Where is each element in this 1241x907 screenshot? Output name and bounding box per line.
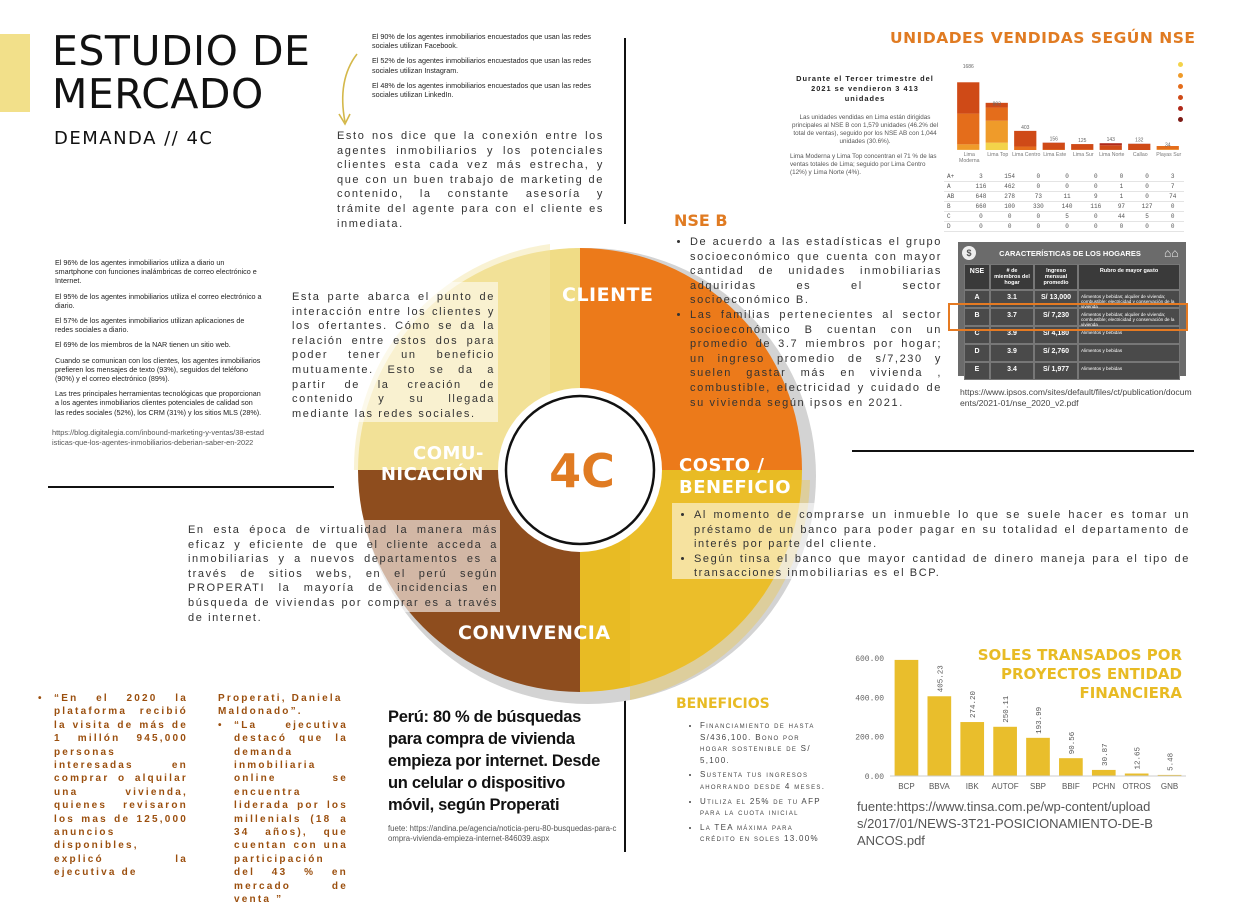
nse-bar-segment: [957, 114, 979, 145]
stat-nar-website: El 69% de los miembros de la NAR tienen un sitio web.: [55, 340, 263, 349]
category-label: GNB: [1161, 782, 1178, 791]
nse-table-cell: 0: [1081, 222, 1110, 232]
beneficio-item: • Financiamiento de hasta S/436,100. Bono por hogar sostenible de S/ 5,100.: [700, 720, 828, 766]
nse-table-cell: 0: [1133, 172, 1162, 182]
nse-table-cell: 0: [1133, 192, 1162, 202]
costo-item: • Al momento de comprarse un inmueble lo que se suele hacer es tomar un préstamo de un banco para poder pagar en su totalidad el departamento de interés por parte del cliente.: [694, 508, 1190, 552]
nse-table-cell: 648: [967, 192, 996, 202]
nse-table-cell: 5: [1053, 212, 1082, 222]
bar: [927, 696, 951, 776]
stat-communication: Cuando se comunican con los clientes, los agentes inmobiliarios prefieren los mensajes de texto (93%), seguidos del teléfono (90%) y el correo electrónico (89%).: [55, 356, 263, 384]
divider-left: [48, 486, 334, 488]
zone-label: Lima Top: [984, 152, 1013, 164]
nse-table-cell: 0: [995, 212, 1024, 222]
bar: [1092, 770, 1116, 776]
hogares-col: Rubro de mayor gasto: [1078, 264, 1180, 290]
hogares-head-row: [964, 264, 1180, 290]
zone-label: Lima Sur: [1069, 152, 1098, 164]
nse-zone-labels: [955, 152, 1183, 164]
nse-body2: Lima Moderna y Lima Top concentran el 71 % de las ventas totales de Lima; seguido por Lima Centro (12%) y Lima Norte (4%).: [790, 153, 940, 177]
nse-table-row: [944, 222, 1184, 232]
bar-value-label: 405.23: [937, 665, 945, 693]
hogares-source: https://www.ipsos.com/sites/default/files/ct/publication/documents/2021-01/nse_2020_v2.pdf: [960, 387, 1192, 409]
nse-total-label: 893: [993, 102, 1002, 108]
nse-table-cell: 9: [1081, 192, 1110, 202]
category-label: IBK: [966, 782, 980, 791]
stat-email: El 95% de los agentes inmobiliarios utiliza el correo electrónico a diario.: [55, 292, 263, 310]
beneficio-item: • La TEA máxima para crédito en soles 13.00%: [700, 822, 828, 845]
hogares-cell: A: [964, 290, 990, 308]
nse-table-cell: 0: [1133, 182, 1162, 192]
hogares-cell: S/ 7,230: [1034, 308, 1078, 326]
bar-value-label: 250.11: [1003, 695, 1011, 723]
nse-table-row: [944, 202, 1184, 212]
nse-table-cell: 0: [1053, 182, 1082, 192]
money-icon: $: [962, 246, 976, 260]
nse-table-cell: 154: [995, 172, 1024, 182]
nse-legend: [1178, 62, 1186, 122]
nse-table-cell: 0: [1053, 172, 1082, 182]
bar-value-label: 30.87: [1102, 743, 1110, 766]
nse-bar-segment: [1100, 145, 1122, 150]
page-subtitle: DEMANDA // 4C: [54, 128, 214, 149]
center-label: 4C: [522, 444, 642, 498]
peru-source: fuete: https://andina.pe/agencia/noticia-peru-80-busquedas-para-compra-vivienda-empieza-internet-846039.aspx: [388, 824, 620, 844]
hogares-cell: S/ 4,180: [1034, 326, 1078, 344]
nse-table-row: [944, 182, 1184, 192]
nse-table-cell: AB: [944, 192, 967, 202]
quote-col-1: [38, 692, 188, 880]
nse-bar-segment: [1014, 147, 1036, 150]
beneficio-item: • Utiliza el 25% de tu AFP para la cuota inicial: [700, 796, 828, 819]
nse-table-cell: A+: [944, 172, 967, 182]
accent-bar: [0, 34, 30, 112]
hogares-cell: B: [964, 308, 990, 326]
legend-dot-b: [1178, 95, 1183, 100]
legend-dot-aplus: [1178, 62, 1183, 67]
costo-item: • Según tinsa el banco que mayor cantidad de dinero maneja para el tipo de transacciones inmobiliarias es el BCP.: [694, 552, 1190, 581]
left-stats-source: https://blog.digitalegia.com/inbound-marketing-y-ventas/38-estadisticas-que-los-agentes-inmobiliarios-deberian-saber-en-2022: [52, 428, 264, 448]
beneficios-heading: BENEFICIOS: [676, 696, 770, 712]
legend-dot-d: [1178, 117, 1183, 122]
zone-label: Playas Sur: [1155, 152, 1184, 164]
nse-table-cell: 3: [967, 172, 996, 182]
nse-table-cell: 74: [1161, 192, 1184, 202]
y-tick-label: 200.00: [855, 734, 884, 743]
hogares-cell: C: [964, 326, 990, 344]
nse-table-cell: C: [944, 212, 967, 222]
beneficios-list: [686, 720, 828, 845]
costo-list: [680, 508, 1190, 581]
bar-value-label: 12.65: [1135, 747, 1143, 770]
stat-smartphone: El 96% de los agentes inmobiliarios utiliza a diario un smartphone con funciones inalámbricas de correo electrónico e Internet.: [55, 258, 263, 286]
nse-b-item: • De acuerdo a las estadísticas el grupo socioeconómico que cuenta con mayor cantidad de unidades inmobiliarias adquiridas es el sector socioeconómico B.: [690, 235, 942, 308]
hogares-col: # de miembros del hogar: [990, 264, 1034, 290]
hogares-cell: 3.9: [990, 326, 1034, 344]
nse-table-cell: 0: [995, 222, 1024, 232]
hogares-cell: Alimentos y bebidas: [1078, 362, 1180, 380]
nse-table-cell: 97: [1110, 202, 1133, 212]
nse-table-cell: 462: [995, 182, 1024, 192]
highlight-nse-b: [948, 303, 1188, 331]
nse-b-list: [676, 235, 942, 410]
curved-arrow-icon: [333, 50, 363, 130]
nse-chart-title: UNIDADES VENDIDAS SEGÚN NSE: [890, 29, 1195, 47]
zone-label: Lima Norte: [1098, 152, 1127, 164]
nse-table-cell: 127: [1133, 202, 1162, 212]
quote-col-2: [218, 692, 348, 907]
conexion-text: Esto nos dice que la conexión entre los agentes inmobiliarios y los potenciales clientes esta cada vez más estrecha, y que con un buen trabajo de marketing de contenido, la constante asesoría y trámite del agente para con el cliente es inmediata.: [337, 129, 604, 231]
legend-dot-c: [1178, 106, 1183, 111]
hogares-row: [964, 344, 1180, 362]
hogares-cell: 3.9: [990, 344, 1034, 362]
bar-value-label: 193.99: [1036, 707, 1044, 734]
hogares-cell: E: [964, 362, 990, 380]
nse-total-label: 403: [1021, 125, 1030, 131]
category-label: BBIF: [1062, 782, 1080, 791]
nse-table-cell: A: [944, 182, 967, 192]
hogares-header: [958, 242, 1186, 264]
nse-bar-segment: [1071, 144, 1093, 150]
nse-table-cell: 7: [1161, 182, 1184, 192]
nse-body1: Las unidades vendidas en Lima están dirigidas principales al NSE B con 1,579 unidades (46.2% del total de ventas), seguido por los NSE AB con 1,044 unidades (30.6%).: [790, 114, 940, 146]
nse-bar-segment: [986, 143, 1008, 150]
label-convivencia: CONVIVENCIA: [458, 622, 611, 644]
hogares-cell: Alimentos y bebidas: [1078, 344, 1180, 362]
stat-tools: Las tres principales herramientas tecnológicas que proporcionan a los agentes inmobiliarios clientes potenciales de calidad son las redes sociales (52%), los CRM (31%) y los sitios MLS (28%).: [55, 389, 263, 417]
divider-bottom: [624, 690, 626, 852]
category-label: PCHN: [1092, 782, 1115, 791]
nse-table-cell: 0: [1024, 222, 1053, 232]
nse-bar-segment: [1043, 143, 1065, 150]
stat-facebook: El 90% de los agentes inmobiliarios encuestados que usan las redes sociales utilizan Facebook.: [372, 32, 612, 50]
quote-part-c: “La ejecutiva destacó que la demanda inmobiliaria online se encuentra liderada por los millenials (18 a 34 años), que cuentan con una participación del 43 % en mercado de venta ”: [234, 719, 348, 907]
nse-table-cell: 0: [1110, 172, 1133, 182]
hogares-cell: Alimentos y bebidas; alquiler de vivienda; combustible; electricidad y conservación de la vivienda: [1078, 308, 1180, 326]
nse-table-cell: 0: [1081, 212, 1110, 222]
bar: [1026, 738, 1050, 776]
nse-bar-segment: [1043, 149, 1065, 150]
quote-item-2: [218, 719, 348, 907]
stat-instagram: El 52% de los agentes inmobiliarios encuestados que usan las redes sociales utilizan Instagram.: [372, 56, 612, 74]
hogares-cell: 3.1: [990, 290, 1034, 308]
nse-table-cell: 278: [995, 192, 1024, 202]
zone-label: Lima Centro: [1012, 152, 1041, 164]
label-costo-beneficio: COSTO / BENEFICIO: [679, 455, 791, 499]
nse-table-cell: 0: [1081, 172, 1110, 182]
bar: [993, 727, 1017, 776]
nse-table-cell: 73: [1024, 192, 1053, 202]
nse-table-cell: 0: [1081, 182, 1110, 192]
convivencia-text: En esta época de virtualidad la manera más eficaz y eficiente de que el cliente acceda a inmobiliarias y a nuevos departamentos es a través de sitios webs, en el perú según PROPERATI la mayoría de incidencias en búsqueda de viviendas por comprar es a través de internet.: [188, 523, 498, 625]
hogares-cell: D: [964, 344, 990, 362]
nse-bar-segment: [957, 82, 979, 113]
nse-bar-segment: [1014, 131, 1036, 147]
nse-table-cell: 100: [995, 202, 1024, 212]
zone-label: Lima Este: [1041, 152, 1070, 164]
nse-table-row: [944, 192, 1184, 202]
bar-value-label: 274.20: [970, 691, 978, 719]
nse-table-cell: 0: [1024, 212, 1053, 222]
category-label: AUTOF: [992, 782, 1019, 791]
y-tick-label: 600.00: [855, 655, 884, 664]
nse-table-cell: 660: [967, 202, 996, 212]
hogares-col: NSE: [964, 264, 990, 290]
page-title: ESTUDIO DE MERCADO: [52, 30, 310, 116]
divider-top: [624, 38, 626, 224]
nse-table-cell: B: [944, 202, 967, 212]
category-label: OTROS: [1122, 782, 1150, 791]
nse-table-cell: 0: [967, 212, 996, 222]
hogares-row: [964, 362, 1180, 380]
soles-chart-source: fuente:https://www.tinsa.com.pe/wp-content/uploads/2017/01/NEWS-3T21-POSICIONAMIENTO-DE-BANCOS.pdf: [857, 798, 1157, 849]
category-label: SBP: [1030, 782, 1046, 791]
hogares-cell: S/ 13,000: [1034, 290, 1078, 308]
nse-total-label: 143: [1107, 137, 1116, 143]
nse-table-cell: 0: [967, 222, 996, 232]
nse-table-cell: 44: [1110, 212, 1133, 222]
category-label: BCP: [898, 782, 914, 791]
quote-part-a: “En el 2020 la plataforma recibió la visita de más de 1 millón 945,000 personas interesadas en comprar o alquilar una vivienda, quienes revisaron los mas de 125,000 anuncios disponibles, explicó la ejecutiva de: [54, 692, 188, 880]
nse-total-label: 132: [1135, 138, 1144, 144]
hogares-title: CARACTERÍSTICAS DE LOS HOGARES: [976, 249, 1164, 258]
label-comunicacion: COMU- NICACIÓN: [378, 443, 484, 485]
hogares-col: Ingreso mensual promedio: [1034, 264, 1078, 290]
y-tick-label: 0.00: [865, 773, 884, 782]
top-stats: [372, 32, 612, 105]
soles-chart-title: SOLES TRANSADOS POR PROYECTOS ENTIDAD FINANCIERA: [958, 646, 1182, 703]
nse-table-cell: 0: [1133, 222, 1162, 232]
nse-bar-segment: [986, 108, 1008, 121]
hogares-cell: 3.4: [990, 362, 1034, 380]
hogares-cell: S/ 2,760: [1034, 344, 1078, 362]
hogares-cell: Alimentos y bebidas: [1078, 326, 1180, 344]
nse-b-heading: NSE B: [674, 211, 728, 230]
properati-quote: [38, 692, 348, 852]
nse-table-cell: 116: [1081, 202, 1110, 212]
hogares-cell: 3.7: [990, 308, 1034, 326]
nse-table-cell: 3: [1161, 172, 1184, 182]
nse-table-row: [944, 212, 1184, 222]
nse-bar-segment: [1100, 143, 1122, 145]
nse-bar-segment: [1128, 144, 1150, 150]
nse-table-cell: 0: [1161, 202, 1184, 212]
nse-table-cell: 0: [1024, 182, 1053, 192]
nse-table-cell: 0: [1024, 172, 1053, 182]
hogares-cell: S/ 1,977: [1034, 362, 1078, 380]
nse-table-cell: 11: [1053, 192, 1082, 202]
divider-right: [852, 450, 1194, 452]
nse-total-label: 156: [1050, 137, 1059, 143]
nse-bar-segment: [957, 144, 979, 150]
nse-total-label: 34: [1165, 142, 1171, 148]
left-stats: [55, 258, 263, 423]
beneficio-item: • Sustenta tus ingresos ahorrando desde 4 meses.: [700, 769, 828, 792]
nse-table-cell: 0: [1161, 212, 1184, 222]
nse-table-cell: D: [944, 222, 967, 232]
bullet-dot: •: [38, 692, 54, 880]
peru-headline: Perú: 80 % de búsquedas para compra de vivienda empieza por internet. Desde un celular o dispositivo móvil, según Properati: [388, 706, 606, 816]
nse-table-cell: 5: [1133, 212, 1162, 222]
zone-label: Lima Moderna: [955, 152, 984, 164]
zone-label: Callao: [1126, 152, 1155, 164]
nse-table-cell: 1: [1110, 192, 1133, 202]
nse-table-row: [944, 172, 1184, 182]
legend-dot-a: [1178, 73, 1183, 78]
nse-bar-segment: [986, 121, 1008, 143]
nse-table-cell: 1: [1110, 182, 1133, 192]
nse-b-item: • Las familias pertenecientes al sector socioeconómico B cuentan con un promedio de 3.7 miembros por hogar; un ingreso promedio de s/7,230 y suelen gastar más en vivienda , combustible, electricidad y cuidado de su vivienda según ipsos en 2021.: [690, 308, 942, 410]
nse-intro: Durante el Tercer trimestre del 2021 se vendieron 3 413 unidades: [790, 74, 940, 104]
comunicacion-text: Esta parte abarca el punto de interacción entre los clientes y los ofertantes. Cómo se da la relación entre estos dos para poder tener un beneficio mutuamente. Esto se da a partir de la creación de contenido y su llegada mediante las redes sociales.: [292, 290, 495, 421]
y-tick-label: 400.00: [855, 694, 884, 703]
nse-table: [944, 172, 1184, 232]
stat-linkedin: El 48% de los agentes inmobiliarios encuestados que usan las redes sociales utilizan LinkedIn.: [372, 81, 612, 99]
category-label: BBVA: [929, 782, 950, 791]
bar-value-label: 5.48: [1168, 753, 1176, 771]
bar: [960, 722, 984, 776]
legend-dot-ab: [1178, 84, 1183, 89]
nse-total-label: 1686: [963, 64, 974, 70]
nse-table-cell: 116: [967, 182, 996, 192]
bar: [1059, 758, 1083, 776]
quote-part-b: Properati, Daniela Maldonado”.: [218, 692, 348, 719]
bar-value-label: 90.56: [1069, 731, 1077, 754]
bullet-dot: •: [218, 719, 234, 907]
label-cliente: CLIENTE: [562, 284, 653, 306]
nse-table-cell: 0: [1161, 222, 1184, 232]
stat-social-apps: El 57% de los agentes inmobiliarios utilizan aplicaciones de redes sociales a diario.: [55, 316, 263, 334]
nse-total-label: 125: [1078, 138, 1087, 144]
hogares-cell: Alimentos y bebidas; alquiler de vivienda; combustible; electricidad y conservación de la vivienda: [1078, 290, 1180, 308]
nse-table-cell: 0: [1053, 222, 1082, 232]
nse-table-cell: 330: [1024, 202, 1053, 212]
houses-icon: ⌂⌂: [1164, 246, 1186, 260]
nse-table-cell: 0: [1110, 222, 1133, 232]
nse-table-cell: 140: [1053, 202, 1082, 212]
bar: [895, 660, 919, 776]
